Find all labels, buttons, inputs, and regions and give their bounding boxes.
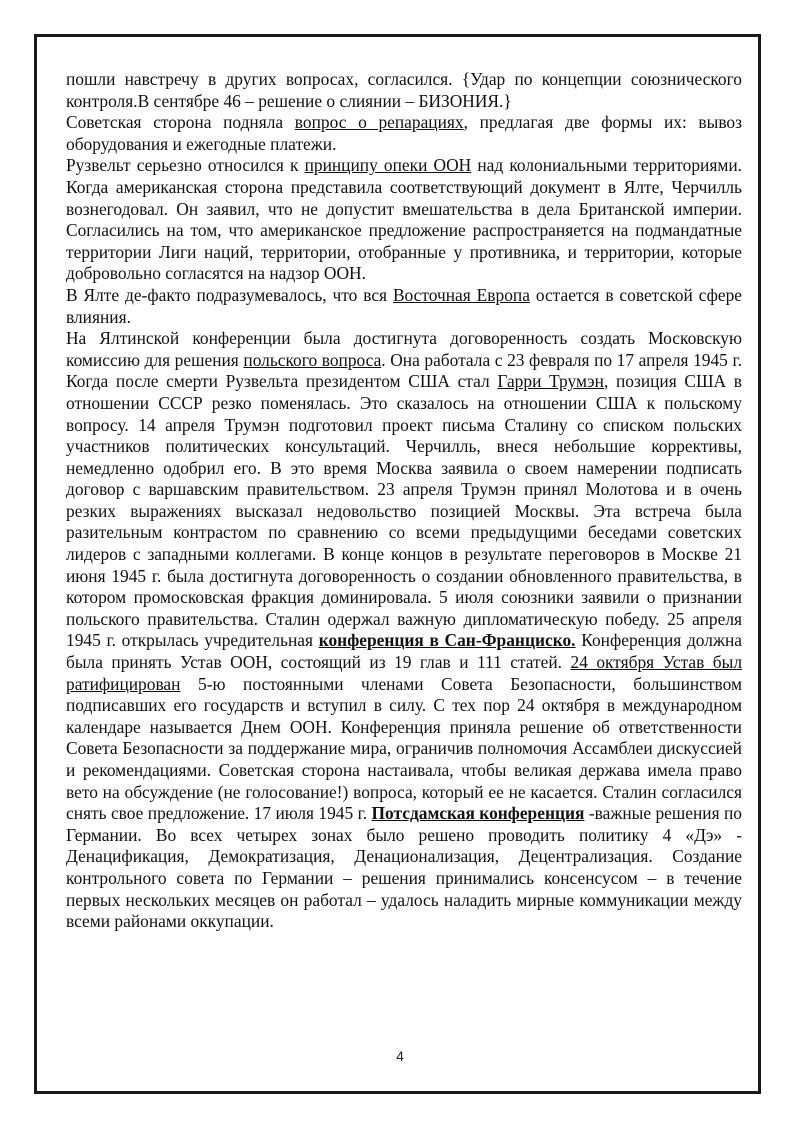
- text-run: , предлагая две формы их: вывоз оборудования и ежегодные платежи.: [66, 112, 742, 154]
- underlined-term: польского вопроса: [243, 349, 382, 370]
- bold-underlined-term: Потсдамская конференция: [371, 803, 585, 824]
- text-run: пошли навстречу в других вопросах, согласился. {Удар по концепции союзнического контроля.В сентябре 46 – решение о слиянии – БИЗОНИЯ.}: [66, 69, 742, 111]
- text-run: над колониальными территориями. Когда американская сторона представила соответствующий документ в Ялте, Черчилль вознегодовал. Он заявил, что не допустит вмешательства в дела Британской империи. Согласились на том, что американское предложение распространяется на подмандатные территории Лиги наций, территории, отобранные у противника, и территории, которые добровольно согласятся на надзор ООН.: [66, 155, 742, 284]
- paragraph: [66, 112, 742, 155]
- paragraph: [66, 328, 742, 933]
- text-run: Рузвельт серьезно относился к: [66, 155, 305, 176]
- text-run: остается в советской сфере влияния.: [66, 284, 743, 327]
- page-number: 4: [396, 1048, 404, 1064]
- text-run: -важные решения по Германии. Во всех четырех зонах было решено проводить политику 4 «Дэ» - Денацификация, Демократизация, Денационализация, Децентрализация. Создание контрольного совета по Германии – решения принимались консенсусом – в течение первых нескольких месяцев он работал – удалось наладить мирные коммуникации между всеми районами оккупации.: [66, 803, 742, 932]
- document-body: [66, 69, 742, 933]
- underlined-term: вопрос о репарациях: [294, 112, 464, 133]
- underlined-term: 24 октября Устав был ратифицирован: [66, 652, 743, 694]
- underlined-term: принципу опеки ООН: [304, 155, 472, 176]
- text-run: . Она работала с 23 февраля по 17 апреля 1945 г. Когда после смерти Рузвельта президентом США стал: [66, 349, 742, 392]
- text-run: , позиция США в отношении СССР резко поменялась. Это сказалось на отношении США к польскому вопросу. 14 апреля Трумэн подготовил проект письма Сталину со списком польских участников политических консультаций. Черчилль, внеся небольшие коррективы, немедленно одобрил его. В это время Москва заявила о своем намерении подписать договор с варшавским правительством. 23 апреля Трумэн принял Молотова и в очень резких выражениях высказал недовольство позицией Москвы. Эта встреча была разительным контрастом по сравнению со всеми предыдущими беседами советских лидеров с западными коллегами. В конце концов в результате переговоров в Москве 21 июня 1945 г. была достигнута договоренность о создании обновленного правительства, в котором промосковская фракция доминировала. 5 июля союзники заявили о признании польского правительства. Сталин одержал важную дипломатическую победу. 25 апреля 1945 г. открылась учредительная: [66, 371, 742, 651]
- paragraph: [66, 285, 742, 328]
- text-run: Конференция должна была принять Устав ООН, состоящий из 19 глав и 111 статей.: [66, 630, 742, 673]
- text-run: На Ялтинской конференции была достигнута договоренность создать Московскую комиссию для решения: [66, 328, 742, 370]
- paragraph: [66, 155, 742, 285]
- paragraph: [66, 69, 742, 112]
- underlined-term: Гарри Трумэн: [497, 371, 604, 392]
- text-run: В Ялте де-факто подразумевалось, что вся: [66, 284, 393, 305]
- underlined-term: Восточная Европа: [392, 284, 530, 305]
- text-run: Советская сторона подняла: [66, 112, 295, 133]
- bold-underlined-term: конференция в Сан-Франциско.: [318, 630, 576, 651]
- text-run: 5-ю постоянными членами Совета Безопасности, большинством подписавших его государств и вступил в силу. С тех пор 24 октября в международном календаре называется Днем ООН. Конференция приняла решение об ответственности Совета Безопасности за поддержание мира, ограничив полномочия Ассамблеи дискуссией и рекомендациями. Советская сторона настаивала, чтобы великая держава имела право вето на обсуждение (не голосование!) вопроса, который ее не касается. Сталин согласился снять свое предложение. 17 июля 1945 г.: [66, 673, 742, 824]
